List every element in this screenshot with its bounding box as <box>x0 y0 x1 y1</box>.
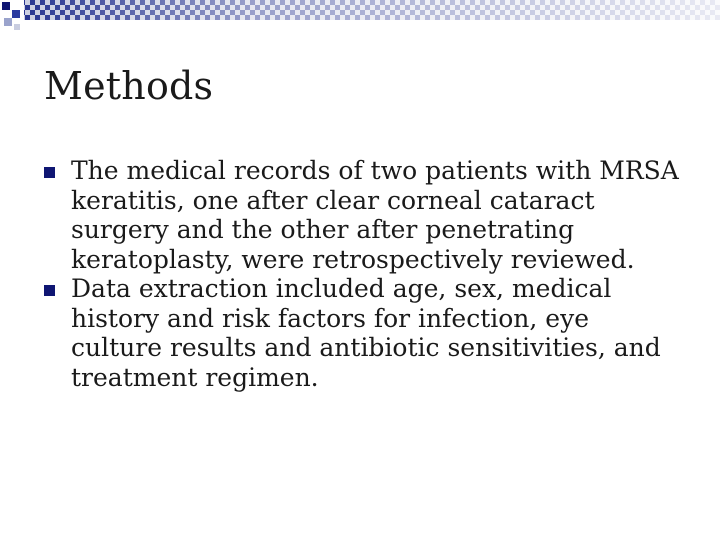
bullet-text: Data extraction included age, sex, medical history and risk factors for infection, eye culture results and antibiotic sensitivities, and treatment regimen. <box>71 274 661 392</box>
bullet-list <box>44 156 684 392</box>
bullet-item <box>44 274 684 392</box>
header-checker-band <box>0 0 720 40</box>
bullet-text: The medical records of two patients with MRSA keratitis, one after clear corneal cataract surgery and the other after penetrating keratoplasty, were retrospectively reviewed. <box>71 156 679 274</box>
square-bullet-icon <box>44 167 55 178</box>
square-bullet-icon <box>44 285 55 296</box>
slide-title: Methods <box>44 64 214 108</box>
bullet-item <box>44 156 684 274</box>
